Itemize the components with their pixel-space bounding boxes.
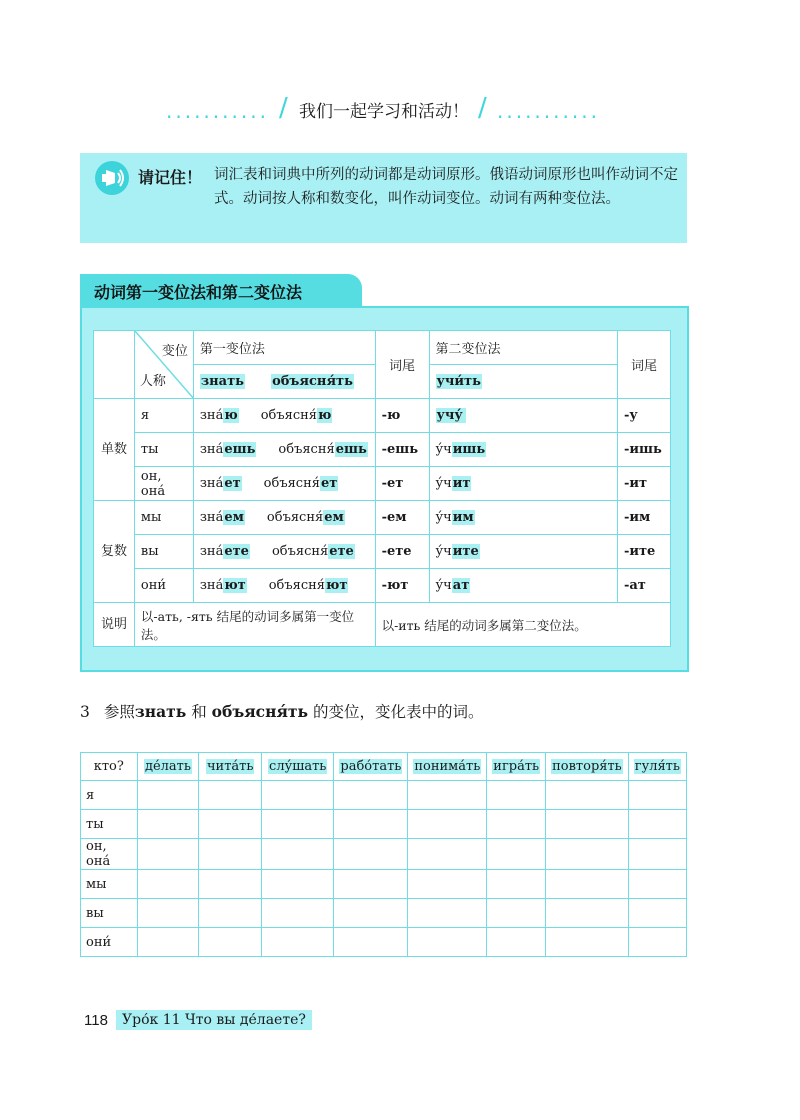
pronoun: они́ — [81, 928, 138, 957]
ending-first: -ешь — [375, 433, 429, 467]
answer-cell[interactable] — [487, 839, 546, 870]
conjugation-title: 动词第一变位法和第二变位法 — [94, 283, 303, 302]
corner-cell — [134, 331, 193, 399]
answer-cell[interactable] — [546, 870, 629, 899]
col-first-header: 第一变位法 — [193, 331, 375, 365]
inf-znat: знать — [200, 374, 244, 389]
note-label: 说明 — [94, 603, 135, 647]
table-row — [81, 781, 687, 810]
table-row — [81, 899, 687, 928]
pronoun: мы — [134, 501, 193, 535]
answer-cell[interactable] — [262, 899, 334, 928]
conjugation-table — [93, 330, 671, 647]
answer-cell[interactable] — [137, 928, 199, 957]
first-conj-forms: зна́ете объясня́ете — [193, 535, 375, 569]
answer-cell[interactable] — [546, 928, 629, 957]
ending-first: -ем — [375, 501, 429, 535]
inf-first-cell — [193, 365, 375, 399]
ending-second: -у — [617, 399, 670, 433]
lesson-title: Уро́к 11 Что вы де́лаете? — [116, 1010, 312, 1030]
corner-bottom-label: 人称 — [139, 374, 166, 389]
answer-cell[interactable] — [137, 781, 199, 810]
pronoun: мы — [81, 870, 138, 899]
answer-cell[interactable] — [262, 839, 334, 870]
exercise-word-obyasnyat: объясня́ть — [211, 702, 309, 721]
remember-box — [80, 153, 687, 243]
answer-cell[interactable] — [262, 870, 334, 899]
first-conj-forms: зна́ют объясня́ют — [193, 569, 375, 603]
first-conj-forms: зна́ем объясня́ем — [193, 501, 375, 535]
pronoun: он, она́ — [81, 839, 138, 870]
table-row — [94, 467, 671, 501]
answer-cell[interactable] — [334, 928, 408, 957]
second-conj-form: у́чим — [429, 501, 617, 535]
answer-cell[interactable] — [137, 870, 199, 899]
answer-cell[interactable] — [546, 810, 629, 839]
answer-cell[interactable] — [546, 899, 629, 928]
header-verb: слу́шать — [262, 753, 334, 781]
ending-first: -ю — [375, 399, 429, 433]
table-row — [94, 569, 671, 603]
answer-cell[interactable] — [487, 870, 546, 899]
answer-cell[interactable] — [334, 899, 408, 928]
bell-icon — [95, 161, 129, 195]
group-singular: 单数 — [94, 399, 135, 501]
answer-cell[interactable] — [628, 781, 686, 810]
remember-label: 请记住！ — [138, 168, 203, 187]
second-conj-form: учу́ — [429, 399, 617, 433]
first-conj-forms: зна́ю объясня́ю — [193, 399, 375, 433]
answer-cell[interactable] — [199, 810, 262, 839]
remember-text: 词汇表和词典中所列的动词都是动词原形。俄语动词原形也叫作动词不定式。动词按人称和数变化，叫作动词变位。动词有两种变位法。 — [214, 167, 678, 207]
answer-cell[interactable] — [199, 899, 262, 928]
exercise-number: 3 — [80, 703, 90, 721]
pronoun: они́ — [134, 569, 193, 603]
header-cell: кто? — [81, 753, 138, 781]
note-first: 以-ать, -ять 结尾的动词多属第一变位法。 — [134, 603, 375, 647]
pronoun: я — [81, 781, 138, 810]
header-dots-right: ........... — [497, 99, 600, 123]
answer-cell[interactable] — [487, 781, 546, 810]
corner-empty — [94, 331, 135, 399]
answer-cell[interactable] — [262, 781, 334, 810]
group-plural: 复数 — [94, 501, 135, 603]
answer-cell[interactable] — [137, 899, 199, 928]
answer-cell[interactable] — [408, 839, 487, 870]
header-verb: понима́ть — [408, 753, 487, 781]
answer-cell[interactable] — [137, 839, 199, 870]
table-row — [81, 870, 687, 899]
second-conj-form: у́чат — [429, 569, 617, 603]
header-verb: де́лать — [137, 753, 199, 781]
second-conj-form: у́чишь — [429, 433, 617, 467]
header-title: 我们一起学习和活动！ — [299, 102, 469, 122]
ending-first: -ете — [375, 535, 429, 569]
answer-cell[interactable] — [334, 810, 408, 839]
ending-second: -им — [617, 501, 670, 535]
table-row — [81, 810, 687, 839]
table-row — [94, 433, 671, 467]
answer-cell[interactable] — [262, 928, 334, 957]
answer-cell[interactable] — [334, 839, 408, 870]
answer-cell[interactable] — [546, 839, 629, 870]
answer-cell[interactable] — [408, 899, 487, 928]
col-ending2-header: 词尾 — [617, 331, 670, 399]
answer-cell[interactable] — [487, 899, 546, 928]
answer-cell[interactable] — [199, 928, 262, 957]
pronoun: ты — [134, 433, 193, 467]
second-conj-form: у́чит — [429, 467, 617, 501]
answer-cell[interactable] — [199, 781, 262, 810]
pronoun: вы — [81, 899, 138, 928]
answer-cell[interactable] — [408, 870, 487, 899]
ending-first: -ют — [375, 569, 429, 603]
answer-cell[interactable] — [408, 810, 487, 839]
table-row — [94, 399, 671, 433]
exercise-word-znat: знать — [134, 702, 187, 721]
header-dots-left: ........... — [166, 99, 269, 123]
header-verb: гуля́ть — [628, 753, 686, 781]
page-number: 118 — [84, 1012, 108, 1029]
header-slash-right: / — [478, 93, 487, 123]
answer-cell[interactable] — [408, 781, 487, 810]
exercise-table — [80, 752, 687, 957]
header-verb: рабо́тать — [334, 753, 408, 781]
answer-cell[interactable] — [334, 781, 408, 810]
header-verb: чита́ть — [199, 753, 262, 781]
pronoun: он, она́ — [134, 467, 193, 501]
col-second-header: 第二变位法 — [429, 331, 617, 365]
ending-second: -ишь — [617, 433, 670, 467]
pronoun: вы — [134, 535, 193, 569]
exercise-instruction: 3 参照знать 和 объясня́ть 的变位，变化表中的词。 — [80, 702, 484, 721]
table-row — [81, 839, 687, 870]
answer-cell[interactable] — [628, 810, 686, 839]
answer-cell[interactable] — [262, 810, 334, 839]
section-header — [0, 95, 800, 125]
table-row — [81, 928, 687, 957]
answer-cell[interactable] — [408, 928, 487, 957]
answer-cell[interactable] — [628, 899, 686, 928]
answer-cell[interactable] — [487, 928, 546, 957]
ending-second: -ат — [617, 569, 670, 603]
inf-uchit: учи́ть — [436, 374, 481, 389]
answer-cell[interactable] — [546, 781, 629, 810]
first-conj-forms: зна́ешь объясня́ешь — [193, 433, 375, 467]
ending-second: -ит — [617, 467, 670, 501]
second-conj-form: у́чите — [429, 535, 617, 569]
ending-first: -ет — [375, 467, 429, 501]
inf-obyasnyat: объясня́ть — [272, 374, 353, 389]
header-slash-left: / — [279, 93, 288, 123]
first-conj-forms: зна́ет объясня́ет — [193, 467, 375, 501]
pronoun: ты — [81, 810, 138, 839]
conjugation-tab — [80, 274, 362, 306]
table-row — [94, 535, 671, 569]
header-verb: повторя́ть — [546, 753, 629, 781]
header-verb: игра́ть — [487, 753, 546, 781]
corner-top-label: 变位 — [161, 344, 188, 359]
table-row — [94, 501, 671, 535]
answer-cell[interactable] — [199, 870, 262, 899]
exercise-header-row — [81, 753, 687, 781]
note-second: 以-ить 结尾的动词多属第二变位法。 — [375, 603, 670, 647]
inf-second-cell — [429, 365, 617, 399]
pronoun: я — [134, 399, 193, 433]
answer-cell[interactable] — [487, 810, 546, 839]
ending-second: -ите — [617, 535, 670, 569]
answer-cell[interactable] — [137, 810, 199, 839]
answer-cell[interactable] — [334, 870, 408, 899]
answer-cell[interactable] — [628, 839, 686, 870]
answer-cell[interactable] — [199, 839, 262, 870]
col-ending-header: 词尾 — [375, 331, 429, 399]
answer-cell[interactable] — [628, 870, 686, 899]
answer-cell[interactable] — [628, 928, 686, 957]
